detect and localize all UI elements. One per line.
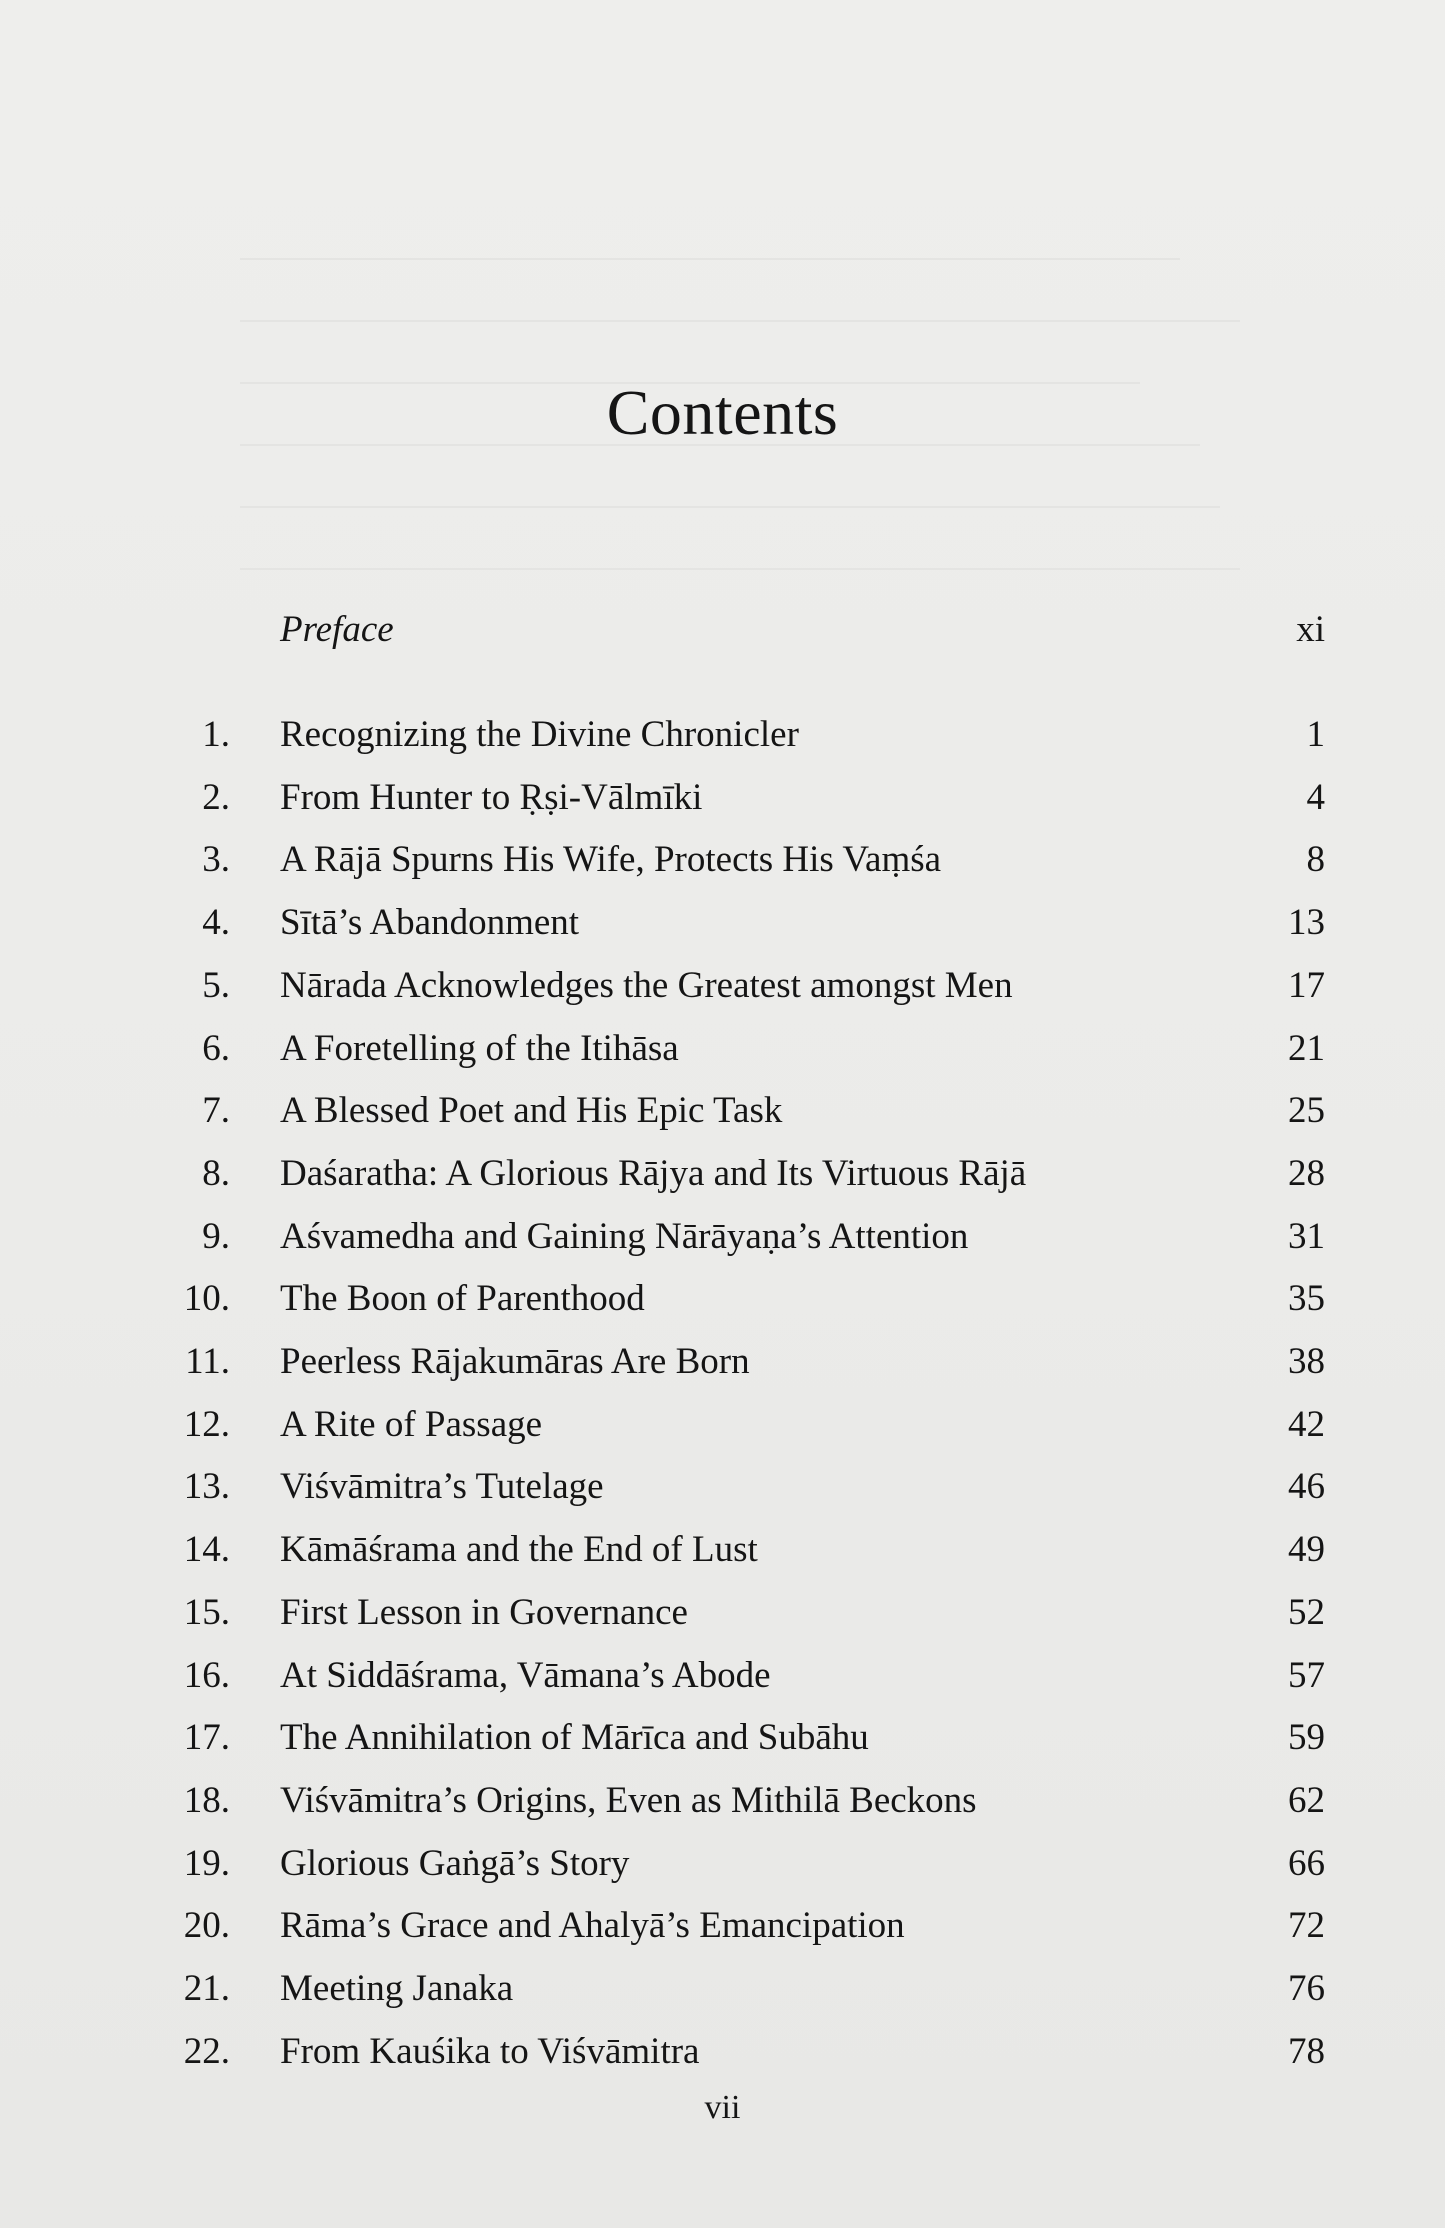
- toc-entry-title: A Rājā Spurns His Wife, Protects His Vaṃśa: [280, 839, 942, 880]
- toc-entry-title: Sītā’s Abandonment: [280, 902, 580, 943]
- toc-entry-number: 11.: [185, 1341, 230, 1382]
- toc-entry-10[interactable]: [0, 1271, 1445, 1327]
- toc-entry-title: Peerless Rājakumāras Are Born: [280, 1341, 750, 1382]
- toc-entry-page: 42: [1288, 1404, 1325, 1445]
- toc-entry-title: A Rite of Passage: [280, 1404, 543, 1445]
- toc-entry-title: Preface: [280, 609, 394, 650]
- toc-entry-number: 13.: [183, 1466, 230, 1507]
- toc-entry-page: 66: [1288, 1843, 1325, 1884]
- toc-entry-page: 4: [1306, 777, 1325, 818]
- toc-entry-13[interactable]: [0, 1459, 1445, 1515]
- toc-entry-5[interactable]: [0, 958, 1445, 1014]
- toc-entry-number: 22.: [183, 2031, 230, 2072]
- toc-entry-11[interactable]: [0, 1334, 1445, 1390]
- toc-entry-number: 7.: [202, 1090, 230, 1131]
- toc-entry-4[interactable]: [0, 895, 1445, 951]
- toc-entry-title: From Kauśika to Viśvāmitra: [280, 2031, 700, 2072]
- toc-entry-title: Recognizing the Divine Chronicler: [280, 714, 799, 755]
- toc-entry-title: Viśvāmitra’s Origins, Even as Mithilā Beckons: [280, 1780, 977, 1821]
- toc-entry-page: 35: [1288, 1278, 1325, 1319]
- toc-entry-12[interactable]: [0, 1397, 1445, 1453]
- toc-entry-page: 21: [1288, 1028, 1325, 1069]
- toc-entry-title: A Blessed Poet and His Epic Task: [280, 1090, 783, 1131]
- toc-entry-title: Kāmāśrama and the End of Lust: [280, 1529, 758, 1570]
- toc-entry-page: 17: [1288, 965, 1325, 1006]
- toc-entry-number: 18.: [183, 1780, 230, 1821]
- toc-entry-page: 62: [1288, 1780, 1325, 1821]
- toc-entry-number: 8.: [202, 1153, 230, 1194]
- toc-entry-page: 72: [1288, 1905, 1325, 1946]
- toc-entry-6[interactable]: [0, 1021, 1445, 1077]
- toc-entry-number: 5.: [202, 965, 230, 1006]
- toc-entry-number: 6.: [202, 1028, 230, 1069]
- toc-entry-title: Meeting Janaka: [280, 1968, 514, 2009]
- toc-entry-number: 14.: [183, 1529, 230, 1570]
- toc-entry-page: 52: [1288, 1592, 1325, 1633]
- toc-entry-title: Nārada Acknowledges the Greatest amongst Men: [280, 965, 1013, 1006]
- toc-entry-title: The Boon of Parenthood: [280, 1278, 645, 1319]
- toc-entry-page: 1: [1306, 714, 1325, 755]
- toc-entry-16[interactable]: [0, 1648, 1445, 1704]
- toc-entry-number: 17.: [183, 1717, 230, 1758]
- toc-entry-preface[interactable]: [0, 602, 1445, 658]
- toc-entry-title: A Foretelling of the Itihāsa: [280, 1028, 679, 1069]
- toc-entry-21[interactable]: [0, 1961, 1445, 2017]
- toc-entry-14[interactable]: [0, 1522, 1445, 1578]
- toc-entry-title: From Hunter to Ṛṣi-Vālmīki: [280, 777, 703, 818]
- toc-entry-title: The Annihilation of Mārīca and Subāhu: [280, 1717, 869, 1758]
- toc-entry-8[interactable]: [0, 1146, 1445, 1202]
- toc-entry-number: 19.: [183, 1843, 230, 1884]
- toc-entry-3[interactable]: [0, 832, 1445, 888]
- toc-entry-2[interactable]: [0, 770, 1445, 826]
- toc-entry-page: 57: [1288, 1655, 1325, 1696]
- toc-entry-number: 15.: [183, 1592, 230, 1633]
- toc-entry-page: 38: [1288, 1341, 1325, 1382]
- toc-entry-title: Viśvāmitra’s Tutelage: [280, 1466, 604, 1507]
- toc-entry-page: 78: [1288, 2031, 1325, 2072]
- toc-entry-title: Rāma’s Grace and Ahalyā’s Emancipation: [280, 1905, 905, 1946]
- toc-entry-page: 59: [1288, 1717, 1325, 1758]
- toc-entry-number: 2.: [202, 777, 230, 818]
- toc-entry-page: 13: [1288, 902, 1325, 943]
- page-number: vii: [704, 2089, 741, 2126]
- toc-entry-number: 16.: [183, 1655, 230, 1696]
- toc-entry-18[interactable]: [0, 1773, 1445, 1829]
- toc-entry-number: 20.: [183, 1905, 230, 1946]
- toc-entry-number: 4.: [202, 902, 230, 943]
- toc-entry-page: 8: [1306, 839, 1325, 880]
- toc-entry-number: 9.: [202, 1216, 230, 1257]
- toc-entry-19[interactable]: [0, 1836, 1445, 1892]
- toc-entry-title: At Siddāśrama, Vāmana’s Abode: [280, 1655, 771, 1696]
- toc-entry-page: 25: [1288, 1090, 1325, 1131]
- toc-entry-title: First Lesson in Governance: [280, 1592, 688, 1633]
- contents-heading: Contents: [606, 377, 839, 448]
- toc-entry-number: 3.: [202, 839, 230, 880]
- toc-entry-page: 49: [1288, 1529, 1325, 1570]
- toc-entry-page: 28: [1288, 1153, 1325, 1194]
- toc-entry-title: Aśvamedha and Gaining Nārāyaṇa’s Attention: [280, 1216, 969, 1257]
- toc-entry-page: 46: [1288, 1466, 1325, 1507]
- toc-entry-page: 76: [1288, 1968, 1325, 2009]
- toc-entry-20[interactable]: [0, 1898, 1445, 1954]
- toc-entry-17[interactable]: [0, 1710, 1445, 1766]
- toc-entry-number: 1.: [202, 714, 230, 755]
- toc-entry-number: 12.: [183, 1404, 230, 1445]
- toc-entry-9[interactable]: [0, 1209, 1445, 1265]
- toc-entry-15[interactable]: [0, 1585, 1445, 1641]
- toc-entry-page: xi: [1296, 609, 1325, 650]
- toc-entry-22[interactable]: [0, 2024, 1445, 2080]
- toc-entry-1[interactable]: [0, 707, 1445, 763]
- toc-entry-title: Glorious Gaṅgā’s Story: [280, 1843, 630, 1884]
- toc-entry-number: 10.: [183, 1278, 230, 1319]
- toc-entry-7[interactable]: [0, 1083, 1445, 1139]
- toc-entry-page: 31: [1288, 1216, 1325, 1257]
- toc-entry-number: 21.: [183, 1968, 230, 2009]
- toc-entry-title: Daśaratha: A Glorious Rājya and Its Virtuous Rājā: [280, 1153, 1027, 1194]
